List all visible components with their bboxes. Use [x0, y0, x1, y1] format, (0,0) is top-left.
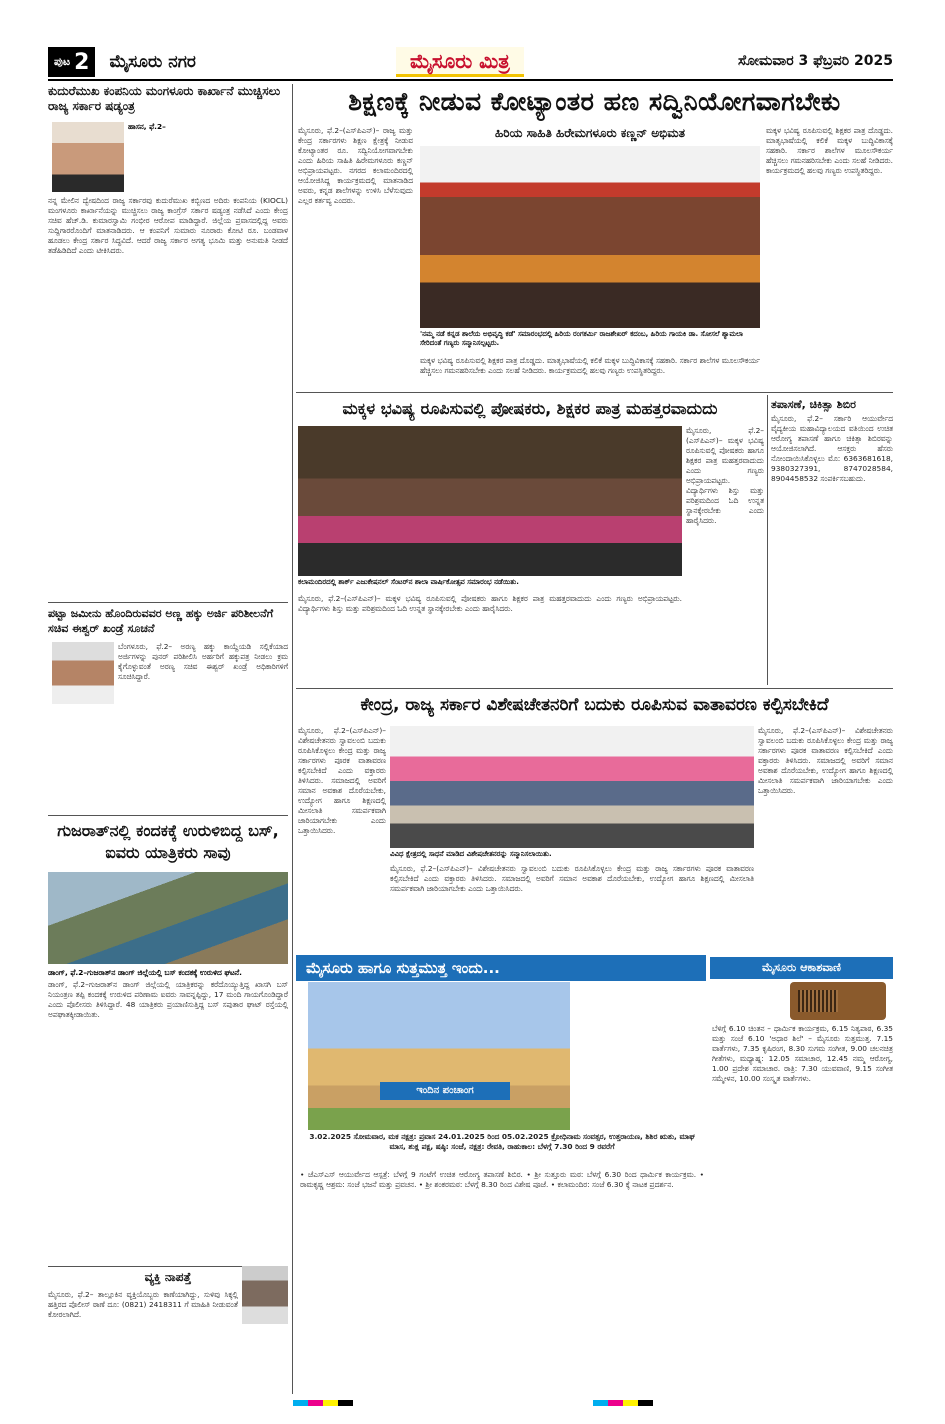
disabled-text-right: ಮೈಸೂರು, ಫೆ.2–(ಎಸ್‌ಪಿಎನ್)– ವಿಶೇಷಚೇತನರು ಸ್ವಾವಲಂಬಿ ಬದುಕು ರೂಪಿಸಿಕೊಳ್ಳಲು ಕೇಂದ್ರ ಮತ್ತು ರಾಜ್ಯ ಸರ್ಕಾರಗಳು ಪೂರಕ ವಾತಾವರಣ ಕಲ್ಪಿಸಬೇಕಿದೆ ಎಂದು ವಕ್ತಾರರು ತಿಳಿಸಿದರು. ಸಮಾಜದಲ್ಲಿ ಅವರಿಗೆ ಸಮಾನ ಅವಕಾಶ ದೊರೆಯಬೇಕು, ಉದ್ಯೋಗ ಹಾಗೂ ಶಿಕ್ಷಣದಲ್ಲಿ ಮೀಸಲಾತಿ ಸಮರ್ಪಕವಾಗಿ ಜಾರಿಯಾಗಬೇಕು ಎಂದು ಒತ್ತಾಯಿಸಿದರು. [758, 726, 893, 795]
divider [296, 688, 893, 689]
camp-body [771, 414, 893, 684]
teachers-body-right [686, 426, 764, 676]
disabled-photo [390, 726, 754, 848]
camp-headline: ತಪಾಸಣೆ, ಚಿಕಿತ್ಸಾ ಶಿಬಿರ [771, 398, 856, 411]
section-title: ಮೈಸೂರು ನಗರ [109, 52, 196, 72]
divider [48, 602, 288, 603]
story1-text: ನನ್ನ ಮೇಲಿನ ದ್ವೇಷದಿಂದ ರಾಜ್ಯ ಸರ್ಕಾರವು ಕುದುರೆಮುಖ ಕಬ್ಬಿಣದ ಅದಿರು ಕಂಪನಿಯ (KIOCL) ಮಂಗಳೂರು ಕಾರ್ಖಾನೆಯನ್ನು ಮುಚ್ಚಿಸಲು ರಾಜ್ಯ ಕಾಂಗ್ರೆಸ್ ಸರ್ಕಾರ ಷಡ್ಯಂತ್ರ ನಡೆಸಿದೆ ಎಂದು ಕೇಂದ್ರ ಸಚಿವ ಹೆಚ್.ಡಿ. ಕುಮಾರಸ್ವಾಮಿ ಗಂಭೀರ ಆರೋಪ ಮಾಡಿದ್ದಾರೆ. ಜಿಲ್ಲೆಯ ಪ್ರವಾಸದಲ್ಲಿದ್ದ ಅವರು ಸುದ್ದಿಗಾರರೊಂದಿಗೆ ಮಾತನಾಡಿದರು. ಆ ಕಂಪನಿಗೆ ಸುಮಾರು ನೂರಾರು ಕೋಟಿ ರೂ. ಬಂಡವಾಳ ಹೂಡಲು ಕೇಂದ್ರ ಸರ್ಕಾರ ಸಿದ್ಧವಿದೆ. ಆದರೆ ರಾಜ್ಯ ಸರ್ಕಾರ ಅಗತ್ಯ ಭೂಮಿ ಮತ್ತು ಅನುಮತಿ ನೀಡದೆ ತಡೆಹಿಡಿದಿದೆ ಎಂದು ಟೀಕಿಸಿದರು. [48, 196, 288, 255]
divider [48, 815, 288, 816]
mysore-palace-image [308, 982, 570, 1130]
page-label: ಪುಟ [54, 55, 71, 68]
lead-photo [420, 146, 760, 328]
story1-dateline: ಹಾಸನ, ಫೆ.2– [128, 122, 166, 131]
lead-headline: ಶಿಕ್ಷಣಕ್ಕೆ ನೀಡುವ ಕೋಟ್ಯಾಂತರ ಹಣ ಸದ್ವಿನಿಯೋಗವಾಗಬೇಕು [348, 87, 841, 116]
lead-text-right: ಮಕ್ಕಳ ಭವಿಷ್ಯ ರೂಪಿಸುವಲ್ಲಿ ಶಿಕ್ಷಕರ ಪಾತ್ರ ದೊಡ್ಡದು. ಮಾತೃಭಾಷೆಯಲ್ಲಿ ಕಲಿಕೆ ಮಕ್ಕಳ ಬುದ್ಧಿವಿಕಾಸಕ್ಕೆ ಸಹಕಾರಿ. ಸರ್ಕಾರ ಶಾಲೆಗಳ ಮೂಲಸೌಕರ್ಯ ಹೆಚ್ಚಿಸಲು ಗಮನಹರಿಸಬೇಕು ಎಂದು ಸಲಹೆ ನೀಡಿದರು. ಕಾರ್ಯಕ್ರಮದಲ್ಲಿ ಹಲವು ಗಣ್ಯರು ಉಪಸ್ಥಿತರಿದ್ದರು. [766, 126, 893, 175]
lead-body-left [298, 126, 413, 388]
camp-text: ಮೈಸೂರು, ಫೆ.2– ಸರ್ಕಾರಿ ಆಯುರ್ವೇದ ವೈದ್ಯಕೀಯ ಮಹಾವಿದ್ಯಾಲಯದ ವತಿಯಿಂದ ಉಚಿತ ಆರೋಗ್ಯ ತಪಾಸಣೆ ಹಾಗೂ ಚಿಕಿತ್ಸಾ ಶಿಬಿರವನ್ನು ಆಯೋಜಿಸಲಾಗಿದೆ. ಆಸಕ್ತರು ಹೆಸರು ನೋಂದಾಯಿಸಿಕೊಳ್ಳಲು ಮೊ: 6363681618, 9380327391, 8747028584, 8904458532 ಸಂಪರ್ಕಿಸಬಹುದು. [771, 414, 893, 483]
story3-headline: ಗುಜರಾತ್‌ನಲ್ಲಿ ಕಂದಕಕ್ಕೆ ಉರುಳಿಬಿದ್ದ ಬಸ್, ಐವರು ಯಾತ್ರಿಕರು ಸಾವು [57, 821, 279, 862]
column-divider [767, 395, 768, 685]
disabled-body-right [758, 726, 893, 948]
bus-accident-photo [48, 872, 288, 964]
teachers-body [298, 594, 682, 674]
masthead [48, 47, 893, 77]
akashavani-banner: ಮೈಸೂರು ಆಕಾಶವಾಣಿ [710, 957, 893, 979]
issue-date: ಸೋಮವಾರ 3 ಫೆಬ್ರವರಿ 2025 [738, 53, 893, 69]
radio-icon [790, 982, 886, 1020]
disabled-text-left: ಮೈಸೂರು, ಫೆ.2–(ಎಸ್‌ಪಿಎನ್)– ವಿಶೇಷಚೇತನರು ಸ್ವಾವಲಂಬಿ ಬದುಕು ರೂಪಿಸಿಕೊಳ್ಳಲು ಕೇಂದ್ರ ಮತ್ತು ರಾಜ್ಯ ಸರ್ಕಾರಗಳು ಪೂರಕ ವಾತಾವರಣ ಕಲ್ಪಿಸಬೇಕಿದೆ ಎಂದು ವಕ್ತಾರರು ತಿಳಿಸಿದರು. ಸಮಾಜದಲ್ಲಿ ಅವರಿಗೆ ಸಮಾನ ಅವಕಾಶ ದೊರೆಯಬೇಕು, ಉದ್ಯೋಗ ಹಾಗೂ ಶಿಕ್ಷಣದಲ್ಲಿ ಮೀಸಲಾತಿ ಸಮರ್ಪಕವಾಗಿ ಜಾರಿಯಾಗಬೇಕು ಎಂದು ಒತ್ತಾಯಿಸಿದರು. [298, 726, 386, 835]
missing-person-photo [242, 1266, 288, 1324]
story2-text: ಬೆಂಗಳೂರು, ಫೆ.2– ಅರಣ್ಯ ಹಕ್ಕು ಕಾಯ್ದೆಯಡಿ ಸಲ್ಲಿಕೆಯಾದ ಅರ್ಜಿಗಳನ್ನು ಪುನರ್ ಪರಿಶೀಲಿಸಿ ಅರ್ಹರಿಗೆ ಹಕ್ಕುಪತ್ರ ನೀಡಲು ಕ್ರಮ ಕೈಗೊಳ್ಳುವಂತೆ ಅರಣ್ಯ ಸಚಿವ ಈಶ್ವರ್ ಖಂಡ್ರೆ ಅಧಿಕಾರಿಗಳಿಗೆ ಸೂಚಿಸಿದ್ದಾರೆ. [118, 642, 288, 681]
lead-text-left: ಮೈಸೂರು, ಫೆ.2–(ಎಸ್‌ಪಿಎನ್)– ರಾಜ್ಯ ಮತ್ತು ಕೇಂದ್ರ ಸರ್ಕಾರಗಳು ಶಿಕ್ಷಣ ಕ್ಷೇತ್ರಕ್ಕೆ ನೀಡುವ ಕೋಟ್ಯಾಂತರ ರೂ. ಸದ್ವಿನಿಯೋಗವಾಗಬೇಕು ಎಂದು ಹಿರಿಯ ಸಾಹಿತಿ ಹಿರೇಮಗಳೂರು ಕಣ್ಣನ್ ಅಭಿಪ್ರಾಯಪಟ್ಟರು. ನಗರದ ಕಲಾಮಂದಿರದಲ್ಲಿ ಆಯೋಜಿಸಿದ್ದ ಕಾರ್ಯಕ್ರಮದಲ್ಲಿ ಮಾತನಾಡಿದ ಅವರು, ಕನ್ನಡ ಶಾಲೆಗಳನ್ನು ಉಳಿಸಿ ಬೆಳೆಸುವುದು ಎಲ್ಲರ ಕರ್ತವ್ಯ ಎಂದರು. [298, 126, 413, 205]
story2-headline: ಪಟ್ಟಾ ಜಮೀನು ಹೊಂದಿರುವವರ ಅಣ್ಣ ಹಕ್ಕು ಅರ್ಜಿ ಪರಿಶೀಲನೆಗೆ ಸಚಿವ ಈಶ್ವರ್ ಖಂಡ್ರೆ ಸೂಚನೆ [48, 607, 274, 635]
page-number: 2 [74, 49, 90, 75]
lead-subheadline: ಹಿರಿಯ ಸಾಹಿತಿ ಹಿರೇಮಗಳೂರು ಕಣ್ಣನ್ ಅಭಿಮತ [494, 126, 686, 140]
forest-minister-photo [52, 642, 114, 704]
story1-headline: ಕುದುರೆಮುಖ ಕಂಪನಿಯ ಮಂಗಳೂರು ಕಾರ್ಖಾನೆ ಮುಚ್ಚಿಸಲು ರಾಜ್ಯ ಸರ್ಕಾರ ಷಡ್ಯಂತ್ರ [48, 84, 281, 113]
panchanga-text: 3.02.2025 ಸೋಮವಾರ, ಮಕ ನಕ್ಷತ್ರ: ಪ್ರವಾಸ 24.01.2025 ರಿಂದ 05.02.2025 ಕ್ರೋಧಿನಾಮ ಸಂವತ್ಸರ, ಉತ್ತರಾಯಣ, ಶಿಶಿರ ಋತು, ಮಾಘ ಮಾಸ, ಶುಕ್ಲ ಪಕ್ಷ, ಷಷ್ಠಿ: ಸಂಜೆ, ನಕ್ಷತ್ರ: ರೇವತಿ, ರಾಹುಕಾಲ: ಬೆಳಗ್ಗೆ 7.30 ರಿಂದ 9 ರವರೆಗೆ [309, 1132, 695, 1151]
lead-body-bottom [420, 356, 760, 388]
today-banner: ಮೈಸೂರು ಹಾಗೂ ಸುತ್ತಮುತ್ತ ಇಂದು... [296, 955, 706, 981]
disabled-body-left [298, 726, 386, 948]
lead-body-right [766, 126, 893, 388]
page-number-box [48, 47, 95, 77]
panchanga-label: ಇಂದಿನ ಪಂಚಾಂಗ [380, 1082, 510, 1100]
masthead-rule [48, 79, 893, 81]
disabled-story-headline: ಕೇಂದ್ರ, ರಾಜ್ಯ ಸರ್ಕಾರ ವಿಶೇಷಚೇತನರಿಗೆ ಬದುಕು ರೂಪಿಸುವ ವಾತಾವರಣ ಕಲ್ಪಿಸಬೇಕಿದೆ [360, 695, 829, 715]
story3-caption: ಡಾಂಗ್, ಫೆ.2–ಗುಜರಾತ್‌ನ ಡಾಂಗ್ ಜಿಲ್ಲೆಯಲ್ಲಿ ಬಸ್ ಕಂದಕಕ್ಕೆ ಉರುಳಿದ ಘಟನೆ. [48, 968, 242, 977]
missing-headline: ವ್ಯಕ್ತಿ ನಾಪತ್ತೆ [144, 1270, 192, 1284]
story3-body [48, 968, 288, 1170]
missing-text: ಮೈಸೂರು, ಫೆ.2– ತಾಲ್ಲೂಕಿನ ವ್ಯಕ್ತಿಯೊಬ್ಬರು ಕಾಣೆಯಾಗಿದ್ದು, ಸುಳಿವು ಸಿಕ್ಕಲ್ಲಿ ಹತ್ತಿರದ ಪೊಲೀಸ್ ಠಾಣೆ ದೂ: (0821) 2418311 ಗೆ ಮಾಹಿತಿ ನೀಡುವಂತೆ ಕೋರಲಾಗಿದೆ. [48, 1290, 238, 1319]
teachers-text-right: ಮೈಸೂರು, ಫೆ.2–(ಎಸ್‌ಪಿಎನ್)– ಮಕ್ಕಳ ಭವಿಷ್ಯ ರೂಪಿಸುವಲ್ಲಿ ಪೋಷಕರು ಹಾಗೂ ಶಿಕ್ಷಕರ ಪಾತ್ರ ಮಹತ್ತರವಾದುದು ಎಂದು ಗಣ್ಯರು ಅಭಿಪ್ರಾಯಪಟ್ಟರು. ವಿದ್ಯಾರ್ಥಿಗಳು ಶಿಸ್ತು ಮತ್ತು ಪರಿಶ್ರಮದಿಂದ ಓದಿ ಉನ್ನತ ಸ್ಥಾನಕ್ಕೇರಬೇಕು ಎಂದು ಹಾರೈಸಿದರು. [686, 426, 764, 525]
teachers-headline: ಮಕ್ಕಳ ಭವಿಷ್ಯ ರೂಪಿಸುವಲ್ಲಿ ಪೋಷಕರು, ಶಿಕ್ಷಕರ ಪಾತ್ರ ಮಹತ್ತರವಾದುದು [342, 399, 718, 418]
lead-photo-caption: 'ನಮ್ಮ ನಡೆ ಕನ್ನಡ ಶಾಲೆಯ ಅಭಿವೃದ್ಧಿ ಕಡೆ' ಸಮಾರಂಭದಲ್ಲಿ ಹಿರಿಯ ರಂಗಕರ್ಮಿ ರಾಜಶೇಖರ್ ಕದಂಬ, ಹಿರಿಯ ಗಾಯಕಿ ಡಾ. ಸೋಸಲೆ ಶ್ಯಾಮಲಾ ಸೇರಿದಂತೆ ಗಣ್ಯರು ಸನ್ಮಾನಿಸಲ್ಪಟ್ಟರು. [420, 330, 760, 352]
disabled-body-bottom [390, 864, 754, 948]
minister-photo [52, 122, 124, 192]
story1-body [48, 196, 288, 598]
akashavani-text: ಬೆಳಿಗ್ಗೆ 6.10 ಚಿಂತನ – ಧಾರ್ಮಿಕ ಕಾರ್ಯಕ್ರಮ, 6.15 ನಿತ್ಯಪಾಠ, 6.35 ಮತ್ತು ಸಂಜೆ 6.10 'ಅಧಾರ ಶಿಲೆ' – ಮೈಸೂರು ಸುತ್ತಮುತ್ತ. 7.15 ವಾರ್ತೆಗಳು, 7.35 ಕೃಷಿರಂಗ, 8.30 ಸುಗಮ ಸಂಗೀತ, 9.00 ಚಲನಚಿತ್ರ ಗೀತೆಗಳು, ಮಧ್ಯಾಹ್ನ: 12.05 ಸಮಾಚಾರ, 12.45 ನಮ್ಮ ಆರೋಗ್ಯ, 1.00 ಪ್ರದೇಶ ಸಮಾಚಾರ. ರಾತ್ರಿ: 7.30 ಯುವವಾಣಿ, 9.15 ಸಂಗೀತ ಸಮ್ಮೇಳನ, 10.00 ಸಂಸ್ಕೃತ ವಾರ್ತೆಗಳು. [712, 1024, 893, 1083]
events-text: • ಜೆಎಸ್‌ಎಸ್ ಆಯುರ್ವೇದ ಆಸ್ಪತ್ರೆ: ಬೆಳಗ್ಗೆ 9 ಗಂಟೆಗೆ ಉಚಿತ ಆರೋಗ್ಯ ತಪಾಸಣೆ ಶಿಬಿರ. • ಶ್ರೀ ಸುತ್ತೂರು ಮಠ: ಬೆಳಗ್ಗೆ 6.30 ರಿಂದ ಧಾರ್ಮಿಕ ಕಾರ್ಯಕ್ರಮ. • ರಾಮಕೃಷ್ಣ ಆಶ್ರಮ: ಸಂಜೆ ಭಜನೆ ಮತ್ತು ಪ್ರವಚನ. • ಶ್ರೀ ಶಂಕರಮಠ: ಬೆಳಗ್ಗೆ 8.30 ರಿಂದ ವಿಶೇಷ ಪೂಜೆ. • ಕಲಾಮಂದಿರ: ಸಂಜೆ 6.30 ಕ್ಕೆ ನಾಟಕ ಪ್ರದರ್ಶನ. [300, 1170, 704, 1189]
story2-body [118, 642, 288, 812]
divider [296, 392, 893, 393]
events-block [300, 1170, 704, 1392]
akashavani-block [712, 1024, 893, 1392]
teachers-text: ಮೈಸೂರು, ಫೆ.2–(ಎಸ್‌ಪಿಎನ್)– ಮಕ್ಕಳ ಭವಿಷ್ಯ ರೂಪಿಸುವಲ್ಲಿ ಪೋಷಕರು ಹಾಗೂ ಶಿಕ್ಷಕರ ಪಾತ್ರ ಮಹತ್ತರವಾದುದು ಎಂದು ಗಣ್ಯರು ಅಭಿಪ್ರಾಯಪಟ್ಟರು. ವಿದ್ಯಾರ್ಥಿಗಳು ಶಿಸ್ತು ಮತ್ತು ಪರಿಶ್ರಮದಿಂದ ಓದಿ ಉನ್ನತ ಸ್ಥಾನಕ್ಕೇರಬೇಕು ಎಂದು ಹಾರೈಸಿದರು. [298, 594, 682, 613]
missing-body [48, 1290, 238, 1390]
disabled-photo-caption: ವಿವಿಧ ಕ್ಷೇತ್ರದಲ್ಲಿ ಸಾಧನೆ ಮಾಡಿದ ವಿಶೇಷಚೇತನರನ್ನು ಸನ್ಮಾನಿಸಲಾಯಿತು. [390, 850, 754, 861]
paper-logo: ಮೈಸೂರು ಮಿತ್ರ [396, 47, 524, 77]
teachers-photo [298, 426, 682, 576]
lead-text-bottom: ಮಕ್ಕಳ ಭವಿಷ್ಯ ರೂಪಿಸುವಲ್ಲಿ ಶಿಕ್ಷಕರ ಪಾತ್ರ ದೊಡ್ಡದು. ಮಾತೃಭಾಷೆಯಲ್ಲಿ ಕಲಿಕೆ ಮಕ್ಕಳ ಬುದ್ಧಿವಿಕಾಸಕ್ಕೆ ಸಹಕಾರಿ. ಸರ್ಕಾರ ಶಾಲೆಗಳ ಮೂಲಸೌಕರ್ಯ ಹೆಚ್ಚಿಸಲು ಗಮನಹರಿಸಬೇಕು ಎಂದು ಸಲಹೆ ನೀಡಿದರು. ಕಾರ್ಯಕ್ರಮದಲ್ಲಿ ಹಲವು ಗಣ್ಯರು ಉಪಸ್ಥಿತರಿದ್ದರು. [420, 356, 760, 375]
story3-text: ಡಾಂಗ್, ಫೆ.2–ಗುಜರಾತ್‌ನ ಡಾಂಗ್ ಜಿಲ್ಲೆಯಲ್ಲಿ ಯಾತ್ರಿಕರನ್ನು ಕರೆದೊಯ್ಯುತ್ತಿದ್ದ ಖಾಸಗಿ ಬಸ್ ನಿಯಂತ್ರಣ ತಪ್ಪಿ ಕಂದಕಕ್ಕೆ ಉರುಳಿದ ಪರಿಣಾಮ ಐವರು ಸಾವನ್ನಪ್ಪಿದ್ದು, 17 ಮಂದಿ ಗಾಯಗೊಂಡಿದ್ದಾರೆ ಎಂದು ಪೊಲೀಸರು ತಿಳಿಸಿದ್ದಾರೆ. 48 ಯಾತ್ರಿಕರು ಪ್ರಯಾಣಿಸುತ್ತಿದ್ದ ಬಸ್ ಸಪುತಾರ ಘಾಟ್ ರಸ್ತೆಯಲ್ಲಿ ಅಪಘಾತಕ್ಕೀಡಾಯಿತು. [48, 980, 288, 1019]
panchanga-block [300, 1132, 704, 1166]
print-color-marks [0, 1400, 945, 1406]
akashavani-block-top [712, 982, 786, 1024]
disabled-text-bottom: ಮೈಸೂರು, ಫೆ.2–(ಎಸ್‌ಪಿಎನ್)– ವಿಶೇಷಚೇತನರು ಸ್ವಾವಲಂಬಿ ಬದುಕು ರೂಪಿಸಿಕೊಳ್ಳಲು ಕೇಂದ್ರ ಮತ್ತು ರಾಜ್ಯ ಸರ್ಕಾರಗಳು ಪೂರಕ ವಾತಾವರಣ ಕಲ್ಪಿಸಬೇಕಿದೆ ಎಂದು ವಕ್ತಾರರು ತಿಳಿಸಿದರು. ಸಮಾಜದಲ್ಲಿ ಅವರಿಗೆ ಸಮಾನ ಅವಕಾಶ ದೊರೆಯಬೇಕು, ಉದ್ಯೋಗ ಹಾಗೂ ಶಿಕ್ಷಣದಲ್ಲಿ ಮೀಸಲಾತಿ ಸಮರ್ಪಕವಾಗಿ ಜಾರಿಯಾಗಬೇಕು ಎಂದು ಒತ್ತಾಯಿಸಿದರು. [390, 864, 754, 893]
teachers-photo-caption: ಕಲಾಮಂದಿರದಲ್ಲಿ ಶಾರ್ಕ್ ಎಜುಕೇಷನಲ್ ಸೆಂಟರ್‌ನ ಶಾಲಾ ವಾರ್ಷಿಕೋತ್ಸವ ಸಮಾರಂಭ ನಡೆಯಿತು. [298, 578, 682, 590]
story1-dateline-block [128, 122, 288, 192]
column-divider [292, 84, 293, 1394]
